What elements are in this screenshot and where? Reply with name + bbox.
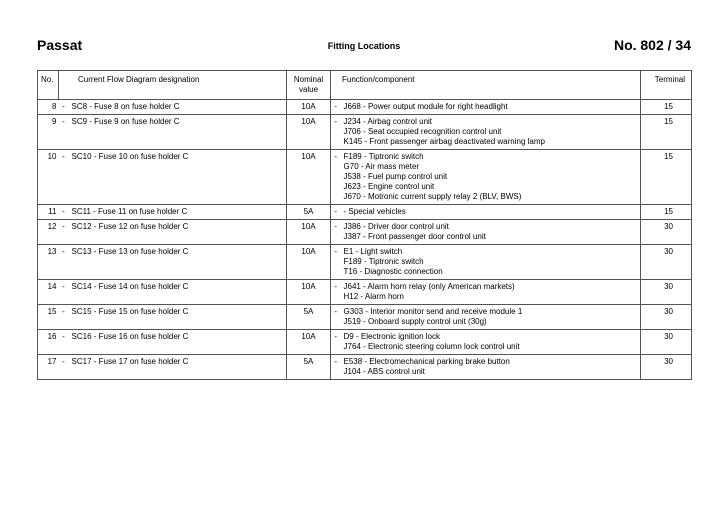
component-entry: J234 - Airbag control unit (343, 117, 433, 126)
column-header-no: No. (38, 71, 59, 100)
separator-dash: - (59, 115, 69, 150)
component-entry: D9 - Electronic ignition lock (343, 332, 440, 341)
component-entry: T16 - Diagnostic connection (343, 267, 443, 276)
function-component (341, 220, 641, 245)
component-entry: - Special vehicles (343, 207, 406, 216)
fuse-designation: SC16 - Fuse 16 on fuse holder C (69, 330, 287, 355)
fuse-designation: SC10 - Fuse 10 on fuse holder C (69, 150, 287, 205)
component-entry: K145 - Front passenger airbag deactivated warning lamp (343, 137, 545, 146)
table-header-row (38, 71, 692, 100)
fuse-designation: SC15 - Fuse 15 on fuse holder C (69, 305, 287, 330)
table-row (38, 330, 692, 355)
function-component (341, 330, 641, 355)
fuse-designation: SC12 - Fuse 12 on fuse holder C (69, 220, 287, 245)
fuse-designation: SC13 - Fuse 13 on fuse holder C (69, 245, 287, 280)
separator-dash: - (59, 305, 69, 330)
terminal-value: 30 (641, 245, 692, 280)
component-entry: J519 - Onboard supply control unit (30g) (343, 317, 487, 326)
table-row (38, 220, 692, 245)
fuse-number: 8 (38, 100, 59, 115)
separator-dash: - (59, 355, 69, 380)
table-row (38, 280, 692, 305)
nominal-value: 10A (287, 100, 331, 115)
separator-dash: - (331, 150, 341, 205)
table-row (38, 205, 692, 220)
separator-dash: - (59, 330, 69, 355)
fuse-number: 14 (38, 280, 59, 305)
terminal-value: 15 (641, 205, 692, 220)
separator-dash: - (331, 205, 341, 220)
separator-dash: - (59, 150, 69, 205)
component-entry: J764 - Electronic steering column lock control unit (343, 342, 520, 351)
table-row (38, 245, 692, 280)
terminal-value: 15 (641, 100, 692, 115)
separator-dash: - (331, 355, 341, 380)
separator-dash: - (331, 330, 341, 355)
component-entry: E538 - Electromechanical parking brake button (343, 357, 510, 366)
terminal-value: 30 (641, 330, 692, 355)
separator-dash: - (59, 245, 69, 280)
fuse-designation: SC14 - Fuse 14 on fuse holder C (69, 280, 287, 305)
nominal-value: 10A (287, 245, 331, 280)
column-header-nominal (287, 71, 331, 100)
table-row (38, 100, 692, 115)
function-component (341, 305, 641, 330)
separator-dash: - (331, 115, 341, 150)
page-title: Fitting Locations (327, 41, 401, 51)
fuse-number: 10 (38, 150, 59, 205)
table-row (38, 355, 692, 380)
component-entry: J706 - Seat occupied recognition control unit (343, 127, 502, 136)
fuse-number: 9 (38, 115, 59, 150)
nominal-header-line2: value (298, 85, 319, 94)
separator-dash: - (59, 205, 69, 220)
component-entry: G70 - Air mass meter (343, 162, 420, 171)
component-entry: H12 - Alarm horn (343, 292, 404, 301)
terminal-value: 30 (641, 355, 692, 380)
separator-dash: - (331, 245, 341, 280)
fuse-number: 17 (38, 355, 59, 380)
function-component (341, 150, 641, 205)
component-entry: J386 - Driver door control unit (343, 222, 449, 231)
fuse-number: 16 (38, 330, 59, 355)
page-number: No. 802 / 34 (613, 37, 691, 53)
component-entry: J641 - Alarm horn relay (only American markets) (343, 282, 515, 291)
component-entry: J387 - Front passenger door control unit (343, 232, 486, 241)
component-entry: F189 - Tiptronic switch (343, 152, 424, 161)
component-entry: J668 - Power output module for right headlight (343, 102, 508, 111)
function-component (341, 355, 641, 380)
nominal-value: 5A (287, 355, 331, 380)
nominal-value: 10A (287, 220, 331, 245)
column-header-terminal: Terminal (641, 71, 692, 100)
separator-dash: - (331, 305, 341, 330)
table-row (38, 150, 692, 205)
fuse-table (37, 70, 692, 380)
component-entry: J670 - Motronic current supply relay 2 (BLV, BWS) (343, 192, 522, 201)
fuse-number: 12 (38, 220, 59, 245)
separator-dash: - (331, 100, 341, 115)
separator-dash: - (59, 100, 69, 115)
separator-dash: - (331, 220, 341, 245)
nominal-value: 10A (287, 330, 331, 355)
separator-dash: - (59, 220, 69, 245)
fuse-number: 15 (38, 305, 59, 330)
component-entry: J538 - Fuel pump control unit (343, 172, 448, 181)
function-component (341, 245, 641, 280)
component-entry: F189 - Tiptronic switch (343, 257, 424, 266)
fuse-designation: SC8 - Fuse 8 on fuse holder C (69, 100, 287, 115)
fuse-number: 13 (38, 245, 59, 280)
fuse-designation: SC17 - Fuse 17 on fuse holder C (69, 355, 287, 380)
separator-dash: - (59, 280, 69, 305)
function-component (341, 100, 641, 115)
nominal-value: 10A (287, 280, 331, 305)
nominal-header-line1: Nominal (293, 75, 324, 84)
column-header-function: Function/component (331, 71, 641, 100)
component-entry: J104 - ABS control unit (343, 367, 425, 376)
table-row (38, 115, 692, 150)
separator-dash: - (331, 280, 341, 305)
terminal-value: 15 (641, 150, 692, 205)
vehicle-model: Passat (37, 37, 83, 53)
nominal-value: 10A (287, 150, 331, 205)
table-row (38, 305, 692, 330)
function-component (341, 115, 641, 150)
fuse-designation: SC9 - Fuse 9 on fuse holder C (69, 115, 287, 150)
terminal-value: 30 (641, 305, 692, 330)
component-entry: E1 - Light switch (343, 247, 403, 256)
nominal-value: 10A (287, 115, 331, 150)
terminal-value: 15 (641, 115, 692, 150)
terminal-value: 30 (641, 220, 692, 245)
fuse-number: 11 (38, 205, 59, 220)
component-entry: G303 - Interior monitor send and receive module 1 (343, 307, 523, 316)
function-component (341, 205, 641, 220)
fuse-designation: SC11 - Fuse 11 on fuse holder C (69, 205, 287, 220)
nominal-value: 5A (287, 305, 331, 330)
function-component (341, 280, 641, 305)
column-header-designation: Current Flow Diagram designation (59, 71, 287, 100)
nominal-value: 5A (287, 205, 331, 220)
page-header (37, 37, 691, 57)
terminal-value: 30 (641, 280, 692, 305)
component-entry: J623 - Engine control unit (343, 182, 435, 191)
fuse-table-body (38, 100, 692, 380)
